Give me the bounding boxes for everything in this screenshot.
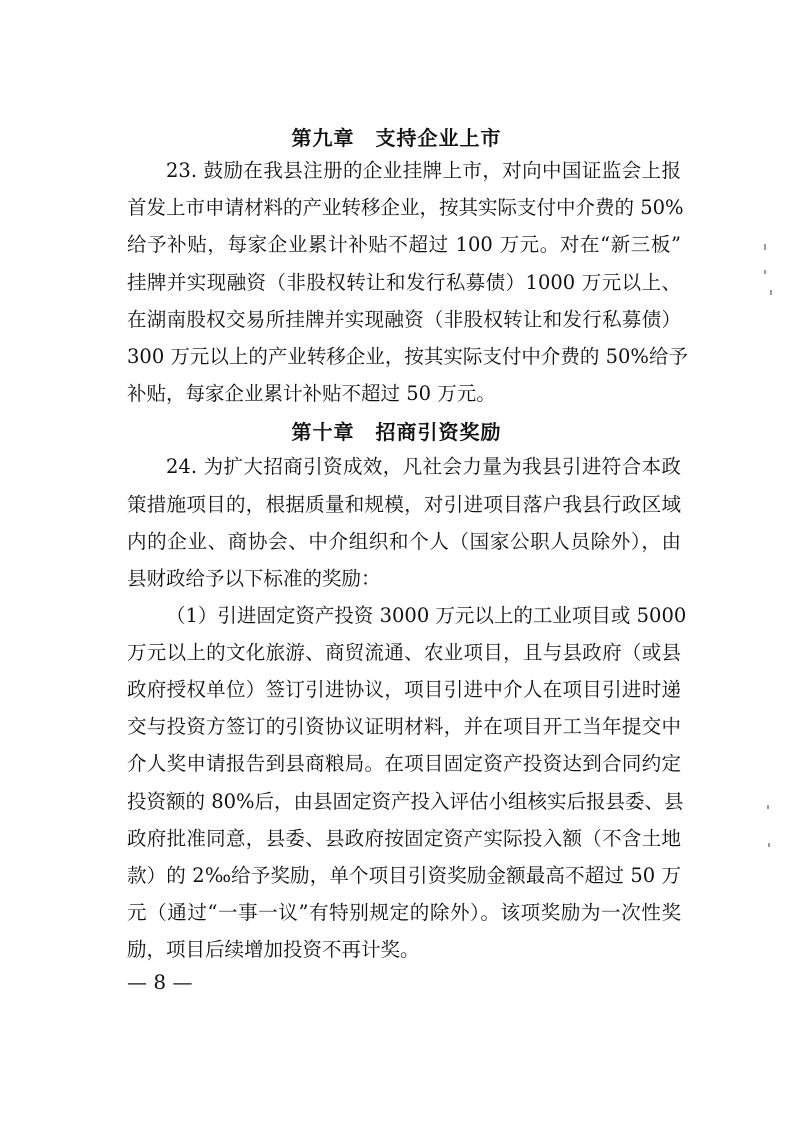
- paragraph-23-line: 300 万元以上的产业转移企业，按其实际支付中介费的 50%给予: [127, 345, 688, 368]
- scan-artifact: [770, 290, 772, 295]
- paragraph-23-line: 在湖南股权交易所挂牌并实现融资（非股权转让和发行私募债）: [127, 308, 681, 331]
- item-1-line: 介人奖申请报告到县商粮局。在项目固定资产投资达到合同约定: [127, 752, 681, 775]
- paragraph-24-line: 县财政给予以下标准的奖励：: [127, 567, 381, 590]
- item-1-line: 交与投资方签订的引资协议证明材料，并在项目开工当年提交中: [127, 715, 681, 738]
- paragraph-23-line: 给予补贴，每家企业累计补贴不超过 100 万元。对在“新三板”: [127, 233, 681, 256]
- paragraph-23-line: 23. 鼓励在我县注册的企业挂牌上市，对向中国证监会上报: [166, 159, 681, 182]
- item-1-line: 励，项目后续增加投资不再计奖。: [127, 938, 420, 961]
- page-number: — 8 —: [127, 970, 193, 994]
- item-1-line: （1）引进固定资产投资 3000 万元以上的工业项目或 5000: [166, 604, 687, 627]
- scan-artifact: [767, 805, 769, 809]
- paragraph-24-line: 24. 为扩大招商引资成效，凡社会力量为我县引进符合本政: [166, 455, 681, 478]
- paragraph-23-line: 挂牌并实现融资（非股权转让和发行私募债）1000 万元以上、: [127, 271, 681, 294]
- paragraph-24-line: 内的企业、商协会、中介组织和个人（国家公职人员除外），由: [127, 530, 681, 553]
- item-1-line: 投资额的 80%后，由县固定资产投入评估小组核实后报县委、县: [127, 790, 684, 813]
- scan-artifact: [764, 244, 766, 250]
- paragraph-23-line: 补贴，每家企业累计补贴不超过 50 万元。: [127, 382, 496, 405]
- chapter-10-heading: 第十章 招商引资奖励: [291, 420, 502, 444]
- item-1-line: 款）的 2‰给予奖励，单个项目引资奖励金额最高不超过 50 万: [127, 864, 681, 887]
- item-1-line: 政府授权单位）签订引进协议，项目引进中介人在项目引进时递: [127, 678, 681, 701]
- paragraph-23-line: 首发上市申请材料的产业转移企业，按其实际支付中介费的 50%: [127, 196, 684, 219]
- item-1-line: 元（通过“一事一议”有特别规定的除外）。该项奖励为一次性奖: [127, 901, 681, 924]
- item-1-line: 政府批准同意，县委、县政府按固定资产实际投入额（不含土地: [127, 827, 681, 850]
- item-1-line: 万元以上的文化旅游、商贸流通、农业项目，且与县政府（或县: [127, 641, 681, 664]
- scan-artifact: [768, 843, 770, 847]
- paragraph-24-line: 策措施项目的，根据质量和规模，对引进项目落户我县行政区域: [127, 493, 681, 516]
- chapter-9-heading: 第九章 支持企业上市: [291, 126, 502, 150]
- scan-artifact: [764, 270, 766, 274]
